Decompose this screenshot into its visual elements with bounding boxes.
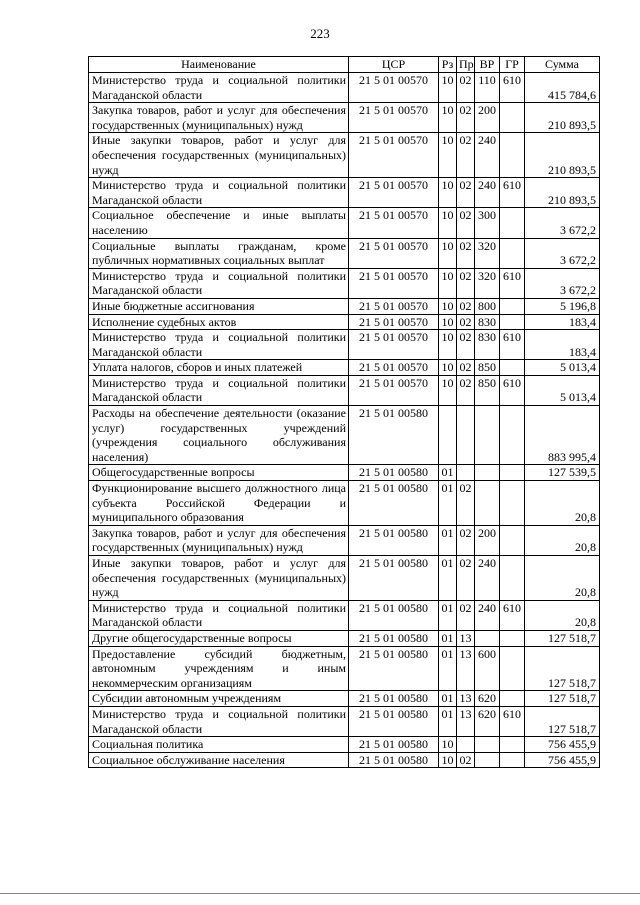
row-pr: 02 bbox=[457, 525, 475, 555]
row-csr: 21 5 01 00580 bbox=[349, 630, 439, 646]
table-header-row bbox=[89, 57, 600, 73]
row-sum: 20,8 bbox=[525, 556, 600, 601]
row-sum: 883 995,4 bbox=[525, 406, 600, 465]
table-row bbox=[89, 481, 600, 526]
row-gr bbox=[500, 406, 525, 465]
row-name: Министерство труда и социальной политики Магаданской области bbox=[89, 73, 349, 103]
table-row bbox=[89, 406, 600, 465]
row-csr: 21 5 01 00580 bbox=[349, 646, 439, 691]
table-row bbox=[89, 178, 600, 208]
row-name: Иные закупки товаров, работ и услуг для обеспечения государственных (муниципальных) нужд bbox=[89, 556, 349, 601]
row-sum: 127 518,7 bbox=[525, 630, 600, 646]
header-gr: ГР bbox=[500, 57, 525, 73]
row-pr: 02 bbox=[457, 103, 475, 133]
row-name: Предоставление субсидий бюджетным, автономным учреждениям и иным некоммерческим организациям bbox=[89, 646, 349, 691]
row-rz: 10 bbox=[439, 375, 457, 405]
row-gr bbox=[500, 752, 525, 768]
row-vr: 830 bbox=[475, 330, 500, 360]
table-row bbox=[89, 133, 600, 178]
table-row bbox=[89, 73, 600, 103]
row-sum: 183,4 bbox=[525, 330, 600, 360]
row-sum: 756 455,9 bbox=[525, 752, 600, 768]
row-rz: 10 bbox=[439, 268, 457, 298]
row-name: Иные бюджетные ассигнования bbox=[89, 298, 349, 314]
row-gr bbox=[500, 556, 525, 601]
row-vr: 240 bbox=[475, 133, 500, 178]
table-row bbox=[89, 330, 600, 360]
row-pr bbox=[457, 406, 475, 465]
row-csr: 21 5 01 00570 bbox=[349, 178, 439, 208]
row-csr: 21 5 01 00570 bbox=[349, 298, 439, 314]
row-csr: 21 5 01 00580 bbox=[349, 406, 439, 465]
row-name: Министерство труда и социальной политики Магаданской области bbox=[89, 706, 349, 736]
header-pr: Пр bbox=[457, 57, 475, 73]
row-vr: 320 bbox=[475, 238, 500, 268]
row-csr: 21 5 01 00570 bbox=[349, 360, 439, 376]
row-vr: 850 bbox=[475, 360, 500, 376]
row-vr: 620 bbox=[475, 691, 500, 707]
row-rz: 01 bbox=[439, 706, 457, 736]
row-gr bbox=[500, 630, 525, 646]
row-rz: 10 bbox=[439, 752, 457, 768]
row-sum: 5 013,4 bbox=[525, 375, 600, 405]
row-gr bbox=[500, 525, 525, 555]
header-rz: Рз bbox=[439, 57, 457, 73]
row-rz: 01 bbox=[439, 691, 457, 707]
row-vr bbox=[475, 465, 500, 481]
header-sum: Сумма bbox=[525, 57, 600, 73]
row-vr: 240 bbox=[475, 600, 500, 630]
page-bottom-rule bbox=[0, 893, 640, 894]
row-csr: 21 5 01 00580 bbox=[349, 525, 439, 555]
row-pr: 02 bbox=[457, 298, 475, 314]
row-csr: 21 5 01 00570 bbox=[349, 103, 439, 133]
row-rz: 01 bbox=[439, 630, 457, 646]
row-csr: 21 5 01 00570 bbox=[349, 314, 439, 330]
row-sum: 415 784,6 bbox=[525, 73, 600, 103]
row-name: Министерство труда и социальной политики Магаданской области bbox=[89, 178, 349, 208]
row-csr: 21 5 01 00580 bbox=[349, 556, 439, 601]
row-gr bbox=[500, 360, 525, 376]
table-row bbox=[89, 691, 600, 707]
row-gr: 610 bbox=[500, 73, 525, 103]
row-rz: 01 bbox=[439, 646, 457, 691]
header-name: Наименование bbox=[89, 57, 349, 73]
row-rz: 10 bbox=[439, 737, 457, 753]
row-rz bbox=[439, 406, 457, 465]
row-sum: 127 518,7 bbox=[525, 646, 600, 691]
row-gr: 610 bbox=[500, 268, 525, 298]
row-gr bbox=[500, 133, 525, 178]
row-csr: 21 5 01 00580 bbox=[349, 737, 439, 753]
row-name: Закупка товаров, работ и услуг для обеспечения государственных (муниципальных) нужд bbox=[89, 103, 349, 133]
table-row bbox=[89, 360, 600, 376]
row-pr bbox=[457, 737, 475, 753]
table-row bbox=[89, 525, 600, 555]
row-gr: 610 bbox=[500, 706, 525, 736]
page-number: 223 bbox=[310, 26, 330, 41]
row-vr: 600 bbox=[475, 646, 500, 691]
row-gr bbox=[500, 238, 525, 268]
row-pr: 13 bbox=[457, 706, 475, 736]
row-pr: 13 bbox=[457, 646, 475, 691]
table-body bbox=[89, 73, 600, 768]
row-name: Министерство труда и социальной политики Магаданской области bbox=[89, 268, 349, 298]
row-name: Социальное обслуживание населения bbox=[89, 752, 349, 768]
row-pr: 02 bbox=[457, 360, 475, 376]
row-pr: 02 bbox=[457, 752, 475, 768]
table-row bbox=[89, 238, 600, 268]
row-pr: 02 bbox=[457, 268, 475, 298]
row-name: Исполнение судебных актов bbox=[89, 314, 349, 330]
row-gr bbox=[500, 103, 525, 133]
row-pr: 02 bbox=[457, 238, 475, 268]
row-gr bbox=[500, 465, 525, 481]
table-row bbox=[89, 375, 600, 405]
row-name: Социальная политика bbox=[89, 737, 349, 753]
row-name: Субсидии автономным учреждениям bbox=[89, 691, 349, 707]
row-vr: 110 bbox=[475, 73, 500, 103]
row-vr: 850 bbox=[475, 375, 500, 405]
row-gr bbox=[500, 314, 525, 330]
row-gr bbox=[500, 646, 525, 691]
budget-table bbox=[88, 56, 600, 768]
table-row bbox=[89, 737, 600, 753]
table-row bbox=[89, 268, 600, 298]
row-rz: 10 bbox=[439, 73, 457, 103]
row-gr: 610 bbox=[500, 330, 525, 360]
row-vr: 320 bbox=[475, 268, 500, 298]
row-rz: 10 bbox=[439, 103, 457, 133]
row-csr: 21 5 01 00580 bbox=[349, 481, 439, 526]
row-vr: 200 bbox=[475, 103, 500, 133]
row-csr: 21 5 01 00570 bbox=[349, 133, 439, 178]
row-sum: 5 013,4 bbox=[525, 360, 600, 376]
row-name: Иные закупки товаров, работ и услуг для обеспечения государственных (муниципальных) нужд bbox=[89, 133, 349, 178]
row-vr: 240 bbox=[475, 556, 500, 601]
row-csr: 21 5 01 00570 bbox=[349, 208, 439, 238]
row-name: Уплата налогов, сборов и иных платежей bbox=[89, 360, 349, 376]
row-sum: 20,8 bbox=[525, 525, 600, 555]
row-sum: 3 672,2 bbox=[525, 268, 600, 298]
row-rz: 10 bbox=[439, 360, 457, 376]
table-row bbox=[89, 103, 600, 133]
row-gr: 610 bbox=[500, 178, 525, 208]
row-name: Социальное обеспечение и иные выплаты населению bbox=[89, 208, 349, 238]
row-csr: 21 5 01 00570 bbox=[349, 375, 439, 405]
row-sum: 127 518,7 bbox=[525, 691, 600, 707]
row-pr: 02 bbox=[457, 178, 475, 208]
row-pr: 13 bbox=[457, 630, 475, 646]
row-vr bbox=[475, 737, 500, 753]
row-rz: 10 bbox=[439, 330, 457, 360]
row-sum: 756 455,9 bbox=[525, 737, 600, 753]
row-vr: 240 bbox=[475, 178, 500, 208]
row-pr: 02 bbox=[457, 375, 475, 405]
row-gr: 610 bbox=[500, 375, 525, 405]
row-sum: 5 196,8 bbox=[525, 298, 600, 314]
row-pr: 13 bbox=[457, 691, 475, 707]
row-vr: 620 bbox=[475, 706, 500, 736]
row-pr bbox=[457, 465, 475, 481]
table-row bbox=[89, 556, 600, 601]
row-rz: 10 bbox=[439, 178, 457, 208]
table-row bbox=[89, 706, 600, 736]
row-name: Социальные выплаты гражданам, кроме публичных нормативных социальных выплат bbox=[89, 238, 349, 268]
row-sum: 210 893,5 bbox=[525, 103, 600, 133]
row-vr: 830 bbox=[475, 314, 500, 330]
table-row bbox=[89, 314, 600, 330]
row-csr: 21 5 01 00580 bbox=[349, 465, 439, 481]
row-pr: 02 bbox=[457, 208, 475, 238]
row-vr: 300 bbox=[475, 208, 500, 238]
table-row bbox=[89, 465, 600, 481]
row-rz: 10 bbox=[439, 314, 457, 330]
table-row bbox=[89, 298, 600, 314]
row-rz: 01 bbox=[439, 481, 457, 526]
row-gr bbox=[500, 298, 525, 314]
row-sum: 127 518,7 bbox=[525, 706, 600, 736]
row-sum: 20,8 bbox=[525, 600, 600, 630]
row-sum: 210 893,5 bbox=[525, 133, 600, 178]
row-name: Министерство труда и социальной политики Магаданской области bbox=[89, 330, 349, 360]
table-row bbox=[89, 208, 600, 238]
row-rz: 01 bbox=[439, 465, 457, 481]
row-csr: 21 5 01 00580 bbox=[349, 691, 439, 707]
row-csr: 21 5 01 00570 bbox=[349, 238, 439, 268]
row-vr bbox=[475, 752, 500, 768]
header-vr: ВР bbox=[475, 57, 500, 73]
row-csr: 21 5 01 00570 bbox=[349, 268, 439, 298]
table-row bbox=[89, 630, 600, 646]
row-pr: 02 bbox=[457, 330, 475, 360]
row-pr: 02 bbox=[457, 73, 475, 103]
row-vr: 200 bbox=[475, 525, 500, 555]
row-name: Министерство труда и социальной политики Магаданской области bbox=[89, 600, 349, 630]
row-vr bbox=[475, 406, 500, 465]
row-gr bbox=[500, 481, 525, 526]
row-pr: 02 bbox=[457, 481, 475, 526]
row-sum: 3 672,2 bbox=[525, 238, 600, 268]
row-sum: 3 672,2 bbox=[525, 208, 600, 238]
row-vr bbox=[475, 481, 500, 526]
row-name: Функционирование высшего должностного лица субъекта Российской Федерации и муниципального образования bbox=[89, 481, 349, 526]
row-name: Другие общегосударственные вопросы bbox=[89, 630, 349, 646]
row-vr bbox=[475, 630, 500, 646]
row-pr: 02 bbox=[457, 314, 475, 330]
row-sum: 183,4 bbox=[525, 314, 600, 330]
row-csr: 21 5 01 00570 bbox=[349, 73, 439, 103]
row-gr: 610 bbox=[500, 600, 525, 630]
row-csr: 21 5 01 00570 bbox=[349, 330, 439, 360]
row-rz: 10 bbox=[439, 238, 457, 268]
row-csr: 21 5 01 00580 bbox=[349, 706, 439, 736]
row-sum: 20,8 bbox=[525, 481, 600, 526]
row-name: Министерство труда и социальной политики Магаданской области bbox=[89, 375, 349, 405]
row-name: Расходы на обеспечение деятельности (оказание услуг) государственных учреждений (учреждения социального обслуживания населения) bbox=[89, 406, 349, 465]
row-rz: 10 bbox=[439, 298, 457, 314]
row-sum: 127 539,5 bbox=[525, 465, 600, 481]
table-row bbox=[89, 646, 600, 691]
row-rz: 10 bbox=[439, 133, 457, 178]
row-gr bbox=[500, 691, 525, 707]
row-pr: 02 bbox=[457, 600, 475, 630]
row-rz: 01 bbox=[439, 525, 457, 555]
row-rz: 01 bbox=[439, 600, 457, 630]
row-rz: 10 bbox=[439, 208, 457, 238]
table-row bbox=[89, 752, 600, 768]
row-rz: 01 bbox=[439, 556, 457, 601]
row-sum: 210 893,5 bbox=[525, 178, 600, 208]
row-gr bbox=[500, 208, 525, 238]
row-name: Закупка товаров, работ и услуг для обеспечения государственных (муниципальных) нужд bbox=[89, 525, 349, 555]
row-name: Общегосударственные вопросы bbox=[89, 465, 349, 481]
row-pr: 02 bbox=[457, 133, 475, 178]
row-pr: 02 bbox=[457, 556, 475, 601]
table-row bbox=[89, 600, 600, 630]
row-csr: 21 5 01 00580 bbox=[349, 752, 439, 768]
row-vr: 800 bbox=[475, 298, 500, 314]
header-csr: ЦСР bbox=[349, 57, 439, 73]
row-gr bbox=[500, 737, 525, 753]
row-csr: 21 5 01 00580 bbox=[349, 600, 439, 630]
